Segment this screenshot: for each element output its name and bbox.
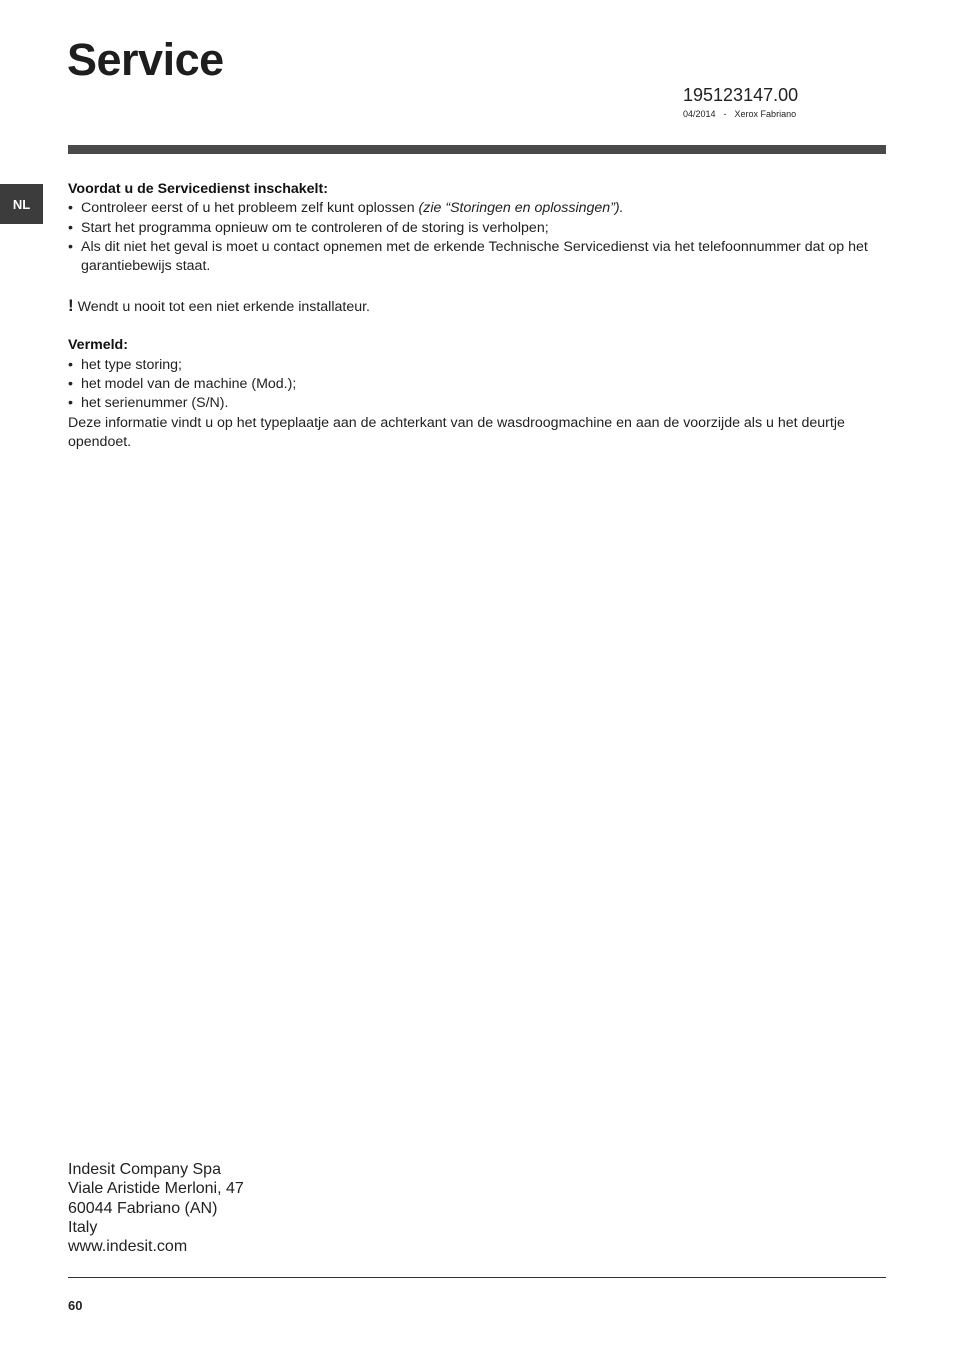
document-printer: Xerox Fabriano xyxy=(734,109,797,119)
street-address: Viale Aristide Merloni, 47 xyxy=(68,1180,244,1198)
section-heading-before-service: Voordat u de Servicedienst inschakelt: xyxy=(68,181,328,197)
company-address xyxy=(68,1160,244,1256)
footer-divider xyxy=(68,1277,886,1278)
before-service-list xyxy=(68,199,886,276)
country: Italy xyxy=(68,1218,98,1236)
main-content xyxy=(68,180,886,452)
company-name: Indesit Company Spa xyxy=(68,1161,221,1178)
spacer xyxy=(68,317,886,336)
page-title: Service xyxy=(67,34,224,85)
warning-text: Wendt u nooit tot een niet erkende installateur. xyxy=(77,298,370,315)
list-item: • het serienummer (S/N). xyxy=(68,394,886,413)
header-divider-bar xyxy=(68,145,886,154)
warning-icon: ! xyxy=(68,295,74,315)
document-meta-separator: - xyxy=(723,109,727,119)
cross-reference: (zie “Storingen en oplossingen”). xyxy=(418,200,624,217)
spacer xyxy=(68,276,886,295)
mention-list xyxy=(68,356,886,414)
list-item-text: Controleer eerst of u het probleem zelf kunt oplossen xyxy=(81,200,415,217)
warning-note xyxy=(68,296,886,317)
list-item: • Start het programma opnieuw om te controleren of de storing is verholpen; xyxy=(68,219,886,238)
list-item: • het type storing; xyxy=(68,356,886,375)
info-paragraph: Deze informatie vindt u op het typeplaatje aan de achterkant van de wasdroogmachine en aan de voorzijde als u het deurtje opendoet. xyxy=(68,414,845,450)
city-address: 60044 Fabriano (AN) xyxy=(68,1199,218,1217)
list-item: • Als dit niet het geval is moet u contact opnemen met de erkende Technische Servicedienst via het telefoonnummer dat op het garantiebewijs staat. xyxy=(68,238,886,277)
list-item xyxy=(68,199,886,218)
document-meta xyxy=(683,108,796,120)
page-number: 60 xyxy=(68,1298,83,1313)
section-heading-mention: Vermeld: xyxy=(68,337,128,354)
website-link[interactable]: www.indesit.com xyxy=(68,1238,188,1256)
document-number: 195123147.00 xyxy=(683,85,799,105)
language-tab: NL xyxy=(0,184,43,224)
document-date: 04/2014 xyxy=(683,109,716,119)
list-item: • het model van de machine (Mod.); xyxy=(68,375,886,394)
